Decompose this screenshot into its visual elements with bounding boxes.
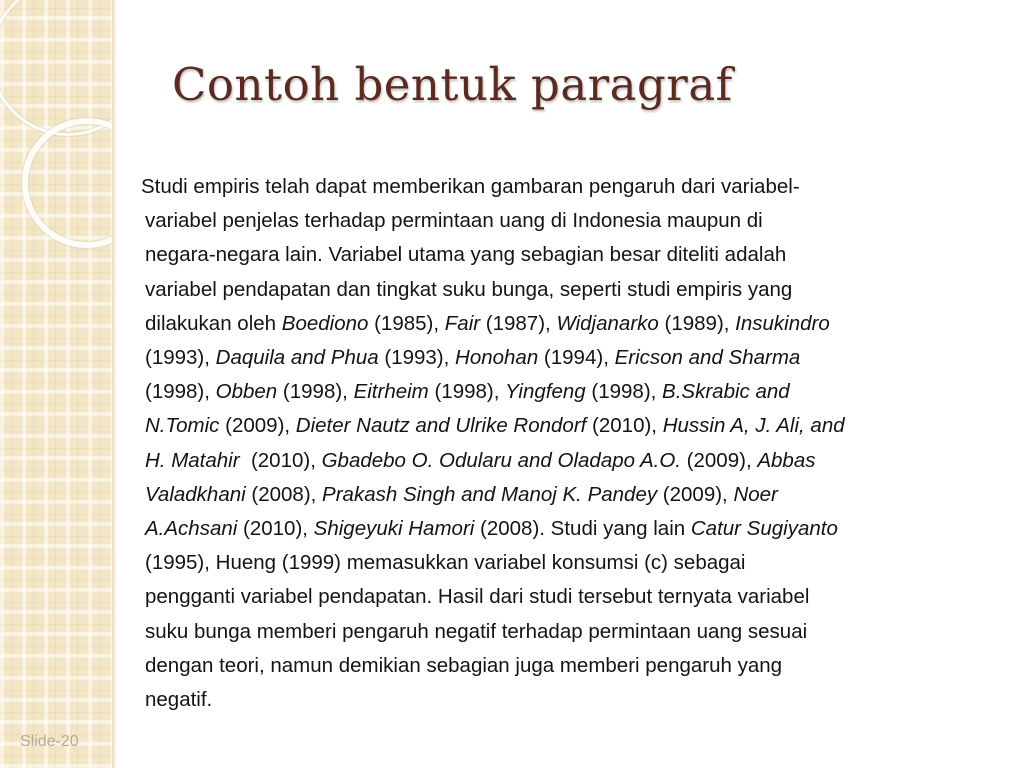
- paragraph-line: [145, 478, 975, 512]
- paragraph-line: [145, 238, 975, 272]
- text-run: (1995), Hueng (1999) memasukkan variabel konsumsi (c) sebagai: [145, 551, 746, 575]
- text-run: dilakukan oleh: [145, 311, 282, 335]
- paragraph-line: [145, 683, 975, 717]
- text-run: dengan teori, namun demikian sebagian juga memberi pengaruh yang: [145, 653, 783, 677]
- text-run: (1998),: [585, 380, 663, 404]
- paragraph-line: [145, 615, 975, 649]
- text-run: (1987),: [480, 311, 557, 335]
- paragraph-line: [145, 649, 975, 683]
- italic-reference: B.Skrabic and: [662, 380, 790, 404]
- text-run: (2009),: [657, 482, 734, 506]
- band-divider: [112, 0, 116, 768]
- text-run: variabel penjelas terhadap permintaan uang di Indonesia maupun di: [145, 209, 763, 233]
- italic-reference: A.Achsani: [145, 517, 238, 541]
- paragraph-line: [145, 409, 975, 443]
- text-run: pengganti variabel pendapatan. Hasil dari studi tersebut ternyata variabel: [145, 585, 810, 609]
- decorative-side-band: [0, 0, 112, 768]
- italic-reference: Honohan: [455, 346, 539, 370]
- decorative-ring: [22, 118, 112, 248]
- text-run: (1989),: [658, 311, 736, 335]
- italic-reference: Abbas: [757, 448, 816, 472]
- italic-reference: Gbadebo O. Odularu and Oladapo A.O.: [321, 448, 681, 472]
- text-run: (1993),: [145, 346, 216, 370]
- text-run: (1993),: [378, 346, 456, 370]
- italic-reference: Shigeyuki Hamori: [313, 517, 475, 541]
- paragraph-line: [145, 204, 975, 238]
- body-paragraph: [141, 170, 975, 717]
- slide-number: Slide-20: [20, 733, 79, 750]
- italic-reference: Fair: [444, 311, 481, 335]
- italic-reference: Insukindro: [735, 311, 830, 335]
- paragraph-line: [145, 580, 975, 614]
- text-run: variabel pendapatan dan tingkat suku bunga, seperti studi empiris yang: [145, 277, 793, 301]
- italic-reference: Valadkhani: [145, 482, 246, 506]
- text-run: (1994),: [538, 346, 615, 370]
- italic-reference: Prakash Singh and Manoj K. Pandey: [322, 482, 658, 506]
- italic-reference: Yingfeng: [505, 380, 586, 404]
- decorative-ring: [0, 0, 112, 136]
- italic-reference: Eitrheim: [353, 380, 429, 404]
- paragraph-line: [145, 341, 975, 375]
- italic-reference: Noer: [733, 482, 778, 506]
- italic-reference: Ericson and Sharma: [614, 346, 801, 370]
- italic-reference: Hussin A, J. Ali, and: [662, 414, 845, 438]
- text-run: Studi empiris telah dapat memberikan gambaran pengaruh dari variabel-: [141, 175, 800, 198]
- paragraph-line: [145, 307, 975, 341]
- text-run: (1998),: [145, 380, 216, 404]
- italic-reference: Obben: [215, 380, 278, 404]
- text-run: (1998),: [428, 380, 506, 404]
- italic-reference: H. Matahir: [145, 448, 240, 472]
- text-run: (2010),: [237, 517, 314, 541]
- italic-reference: Dieter Nautz and Ulrike Rondorf: [295, 414, 587, 438]
- text-run: negara-negara lain. Variabel utama yang sebagian besar diteliti adalah: [145, 243, 787, 267]
- italic-reference: Boediono: [281, 311, 369, 335]
- paragraph-line: [145, 444, 975, 478]
- italic-reference: Catur Sugiyanto: [690, 517, 838, 541]
- text-run: (2008),: [245, 482, 323, 506]
- text-run: (2010),: [239, 448, 322, 472]
- paragraph-line: [145, 546, 975, 580]
- italic-reference: Widjanarko: [556, 311, 659, 335]
- paragraph-line: [145, 375, 975, 409]
- text-run: (2009),: [680, 448, 758, 472]
- text-run: (1985),: [368, 311, 445, 335]
- text-run: (2008). Studi yang lain: [474, 517, 691, 541]
- paragraph-line: [141, 170, 975, 204]
- paragraph-line: [145, 512, 975, 546]
- italic-reference: N.Tomic: [145, 414, 220, 438]
- paragraph-line: [145, 273, 975, 307]
- text-run: (2009),: [219, 414, 296, 438]
- text-run: suku bunga memberi pengaruh negatif terhadap permintaan uang sesuai: [145, 619, 808, 643]
- text-run: (2010),: [586, 414, 663, 438]
- text-run: (1998),: [277, 380, 354, 404]
- italic-reference: Daquila and Phua: [215, 346, 379, 370]
- text-run: negatif.: [145, 688, 213, 712]
- slide-title: Contoh bentuk paragraf: [172, 58, 733, 111]
